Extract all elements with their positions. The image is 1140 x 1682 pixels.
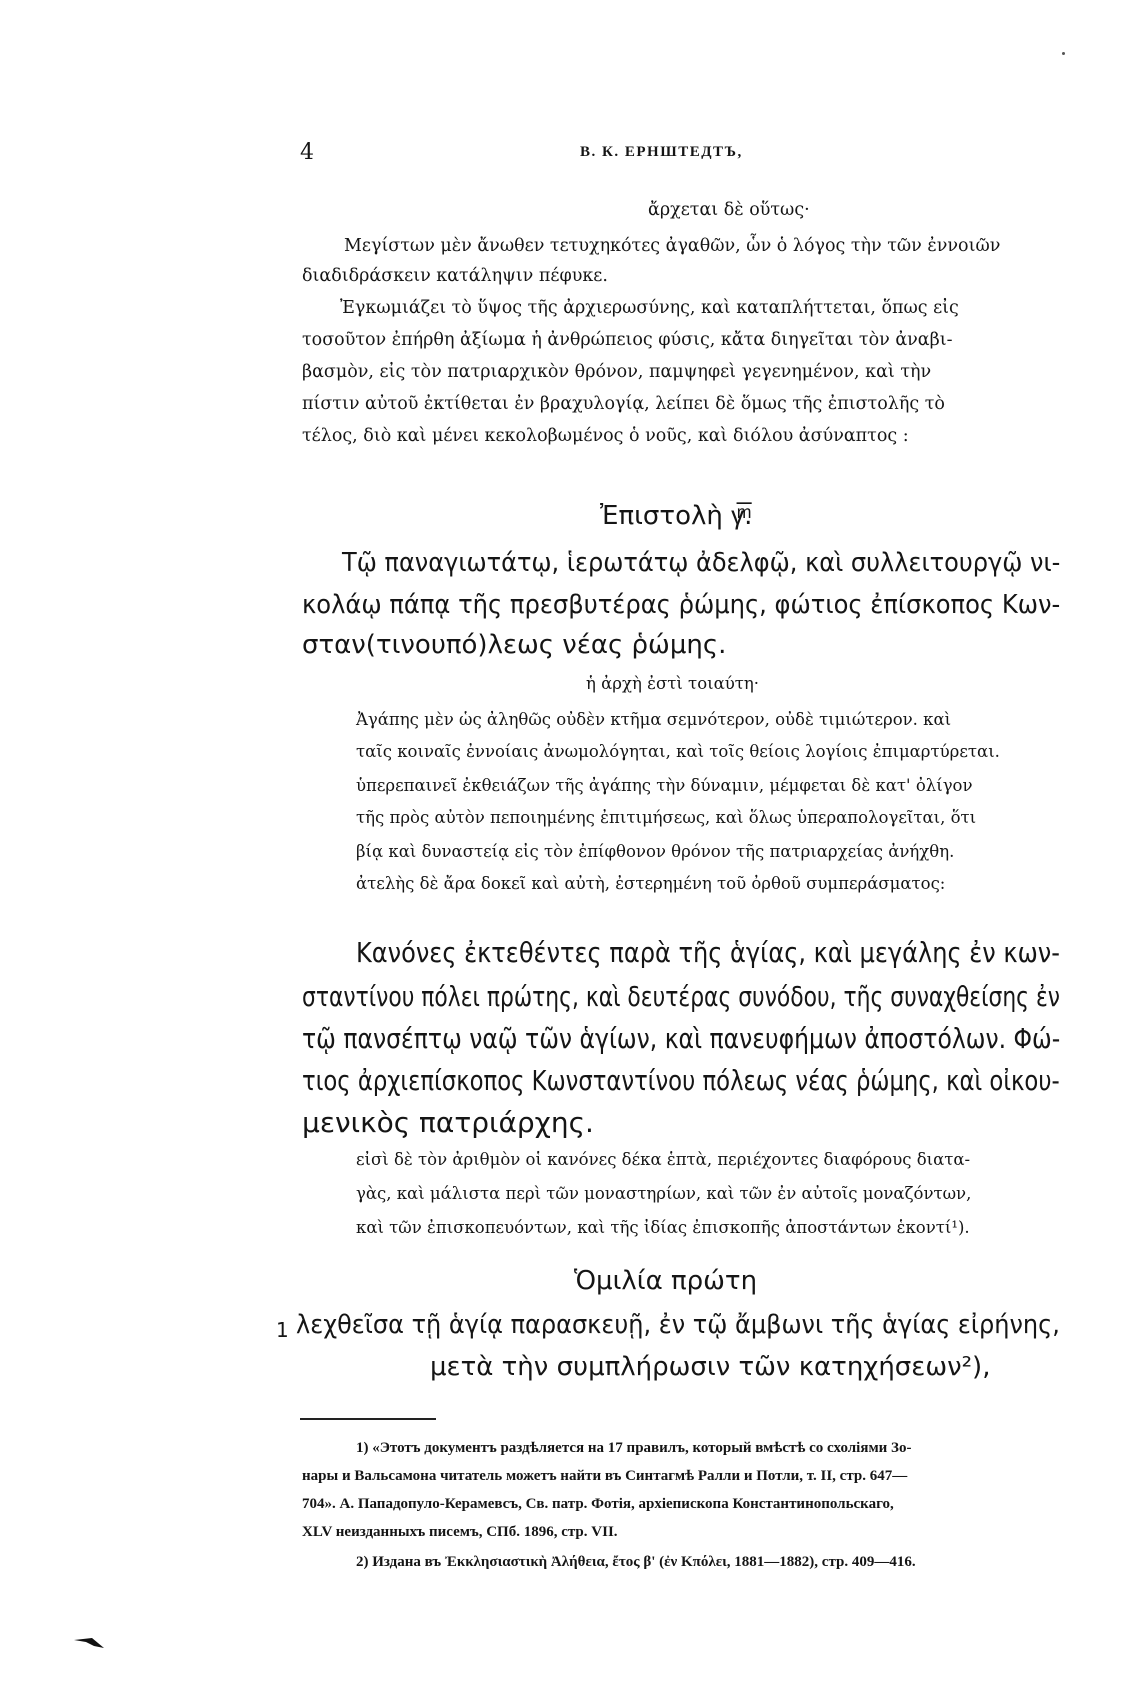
homily-number: 1 — [276, 1318, 289, 1342]
letter-body-line: ταῖς κοιναῖς ἐννοίαις ἀνωμολόγηται, καὶ τοῖς θείοις λογίοις ἐπιμαρτύρεται. — [356, 742, 1000, 761]
letter-body-line: Ἀγάπης μὲν ὡς ἀληθῶς οὐδὲν κτῆμα σεμνότερον, οὐδὲ τιμιώτερον. καὶ — [356, 710, 952, 729]
letter-address-line: σταν(τινουπό)λεως νέας ῥώμης. — [302, 630, 727, 660]
canons-note-line: εἰσὶ δὲ τὸν ἀριθμὸν οἱ κανόνες δέκα ἑπτὰ, περιέχοντες διαφόρους διατα- — [356, 1150, 971, 1169]
canons-heading-line: σταντίνου πόλει πρώτης, καὶ δευτέρας συνόδου, τῆς συναχθείσης ἐν — [302, 980, 1060, 1013]
letter-address-line: κολάῳ πάπᾳ τῆς πρεσβυτέρας ῥώμης, φώτιος ἐπίσκοπος Κων- — [302, 590, 1061, 620]
footnote-line: 1) «Этотъ документъ раздѣляется на 17 правилъ, который вмѣстѣ со схоліями Зо- — [356, 1440, 912, 1456]
homily-line: μετὰ τὴν συμπλήρωσιν τῶν κατηχήσεων²), — [430, 1352, 991, 1382]
canons-heading-line: τιος ἀρχιεπίσκοπος Κωνσταντίνου πόλεως νέας ῥώμης, καὶ οἰκου- — [302, 1064, 1060, 1097]
letter-body-line: τῆς πρὸς αὐτὸν πεποιημένης ἐπιτιμήσεως, καὶ ὅλως ὑπεραπολογεῖται, ὅτι — [356, 808, 977, 827]
letter-body-line: ἀτελὴς δὲ ἄρα δοκεῖ καὶ αὐτὴ, ἐστερημένη τοῦ ὀρθοῦ συμπεράσματος: — [356, 874, 946, 893]
letter-body-line: ὑπερεπαινεῖ ἐκθειάζων τῆς ἀγάπης τὴν δύναμιν, μέμφεται δὲ κατ' ὀλίγον — [356, 776, 973, 795]
canons-note-line: γὰς, καὶ μάλιστα περὶ τῶν μοναστηρίων, καὶ τῶν ἐν αὐτοῖς μοναζόντων, — [356, 1184, 972, 1203]
intro-line: διαδιδράσκειν κατάληψιν πέφυκε. — [302, 266, 608, 286]
letter-beginning: ἡ ἀρχὴ ἐστὶ τοιαύτη· — [586, 674, 760, 693]
footnote-line: 2) Издана въ Ἐκκλησιαστικὴ Ἀλήθεια, ἔτος β' (ἐν Κπόλει, 1881—1882), стр. 409—416. — [356, 1554, 916, 1570]
canons-heading-line: μενικὸς πατριάρχης. — [302, 1106, 594, 1139]
running-title: В. К. ЕРНШТЕДТЪ, — [580, 144, 743, 160]
footnote-line: нары и Вальсамона читатель можетъ найти въ Синтагмѣ Ралли и Потли, т. II, стр. 647— — [302, 1468, 908, 1484]
intro-line: τοσοῦτον ἐπήρθη ἀξίωμα ἡ ἀνθρώπειος φύσις, κἄτα διηγεῖται τὸν ἀναβι- — [302, 330, 953, 350]
intro-line: Μεγίστων μὲν ἄνωθεν τετυχηκότες ἀγαθῶν, ὧν ὁ λόγος τὴν τῶν ἐννοιῶν — [344, 236, 1001, 256]
canons-note-line: καὶ τῶν ἐπισκοπευόντων, καὶ τῆς ἰδίας ἐπισκοπῆς ἀποστάντων ἑκοντί¹). — [356, 1218, 970, 1237]
letter-title: Ἐπιστολὴ γ̅ͫ. — [600, 501, 753, 531]
letter-body-line: βίᾳ καὶ δυναστείᾳ εἰς τὸν ἐπίφθονον θρόνον τῆς πατριαρχείας ἀνήχθη. — [356, 842, 955, 861]
intro-line: Ἐγκωμιάζει τὸ ὕψος τῆς ἀρχιερωσύνης, καὶ καταπλήττεται, ὅπως εἰς — [340, 298, 959, 318]
scan-mark — [74, 1636, 104, 1650]
footnote-rule — [300, 1418, 436, 1420]
homily-title: Ὁμιλία πρώτη — [574, 1266, 758, 1296]
scan-speck — [1062, 52, 1065, 55]
intro-line: βασμὸν, εἰς τὸν πατριαρχικὸν θρόνον, παμψηφεὶ γεγενημένον, καὶ τὴν — [302, 362, 932, 382]
footnote-line: XLV неизданныхъ писемъ, СПб. 1896, стр. VII. — [302, 1524, 618, 1540]
intro-opening: ἄρχεται δὲ οὕτως· — [648, 200, 810, 220]
intro-line: τέλος, διὸ καὶ μένει κεκολοβωμένος ὁ νοῦς, καὶ διόλου ἀσύναπτος : — [302, 426, 909, 446]
canons-heading-line: Κανόνες ἐκτεθέντες παρὰ τῆς ἁγίας, καὶ μεγάλης ἐν κων- — [356, 936, 1060, 969]
page-number: 4 — [300, 140, 314, 165]
intro-line: πίστιν αὐτοῦ ἐκτίθεται ἐν βραχυλογίᾳ, λείπει δὲ ὅμως τῆς ἐπιστολῆς τὸ — [302, 394, 945, 414]
homily-line: λεχθεῖσα τῇ ἁγίᾳ παρασκευῇ, ἐν τῷ ἄμβωνι τῆς ἁγίας εἰρήνης, — [296, 1310, 1060, 1340]
letter-address-line: Τῷ παναγιωτάτῳ, ἱερωτάτῳ ἀδελφῷ, καὶ συλλειτουργῷ νι- — [342, 548, 1061, 578]
canons-heading-line: τῷ πανσέπτῳ ναῷ τῶν ἁγίων, καὶ πανευφήμων ἀποστόλων. Φώ- — [302, 1022, 1061, 1055]
footnote-line: 704». А. Пападопуло-Керамевсъ, Св. патр. Фотія, архіепископа Константинопольскаго, — [302, 1496, 894, 1512]
